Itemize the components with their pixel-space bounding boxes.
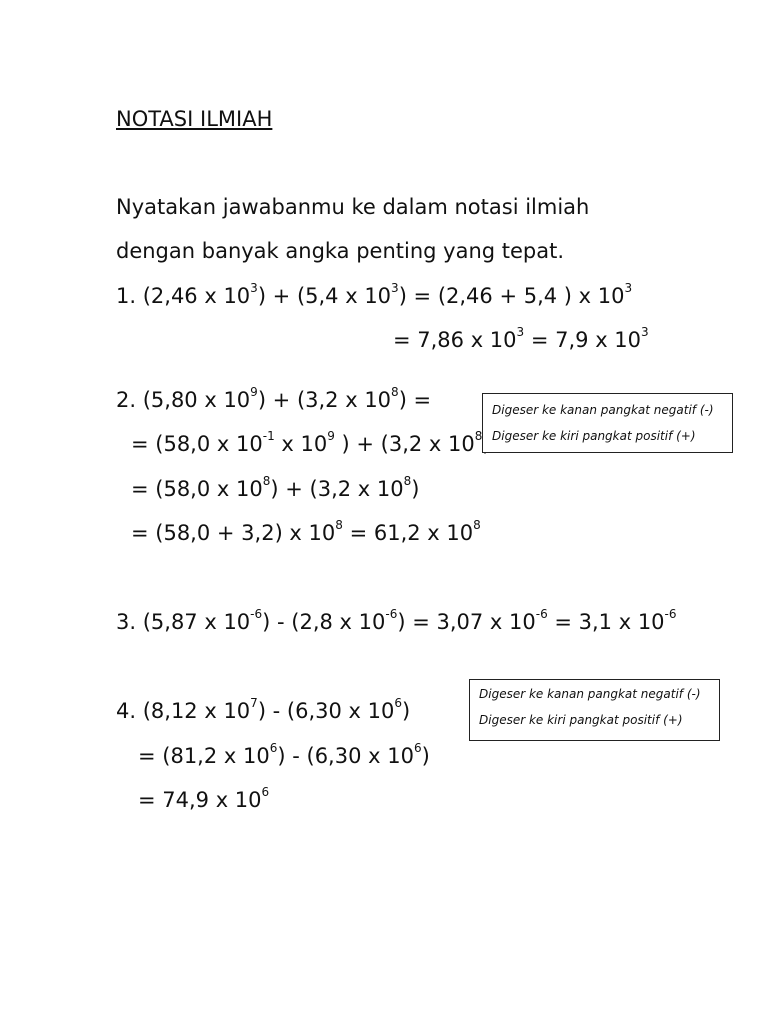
equation-text: ) + (3,2 x 10 [270, 477, 404, 501]
document-title: NOTASI ILMIAH [116, 107, 273, 131]
exponent: 3 [641, 325, 649, 339]
exponent: 8 [473, 518, 481, 532]
equation-line-5 [131, 475, 419, 503]
equation-text: ) [402, 699, 411, 723]
exponent: 3 [624, 281, 633, 295]
equation-text: = 7,86 x 10 [393, 328, 517, 352]
equation-line-4 [131, 430, 491, 458]
equation-text: 3. (5,87 x 10 [116, 610, 251, 634]
equation-text: 1. (2,46 x 10 [116, 284, 251, 308]
equation-text: ) - (2,8 x 10 [262, 610, 386, 634]
note-1-line-1: Digeser ke kanan pangkat negatif (-) [492, 403, 714, 417]
equation-text: ) + (3,2 x 10 [334, 432, 475, 456]
equation-line-3 [116, 386, 431, 414]
equation-text: = (58,0 + 3,2) x 10 [131, 521, 336, 545]
equation-text: ) = [398, 388, 432, 412]
exponent: -6 [535, 607, 548, 621]
exponent: 3 [516, 325, 525, 339]
exponent: 8 [403, 474, 412, 488]
equation-text: ) = (2,46 + 5,4 ) x 10 [398, 284, 625, 308]
equation-text: ) + (3,2 x 10 [257, 388, 392, 412]
instruction-line-1: Nyatakan jawabanmu ke dalam notasi ilmiah [116, 195, 590, 219]
note-box-1 [482, 393, 733, 453]
equation-text: ) [421, 744, 430, 768]
exponent: 8 [335, 518, 343, 532]
equation-line-1 [116, 282, 632, 310]
equation-text: = (81,2 x 10 [138, 744, 270, 768]
exponent: 3 [391, 281, 399, 295]
exponent: -1 [262, 429, 275, 443]
instruction-line-2: dengan banyak angka penting yang tepat. [116, 239, 565, 263]
exponent: 6 [413, 741, 422, 755]
equation-text: ) = 3,07 x 10 [397, 610, 536, 634]
exponent: 3 [250, 281, 258, 295]
equation-text: = 74,9 x 10 [138, 788, 262, 812]
exponent: 6 [394, 696, 403, 710]
equation-text: = (58,0 x 10 [131, 432, 263, 456]
equation-text: ) - (6,30 x 10 [277, 744, 414, 768]
exponent: -6 [664, 607, 677, 621]
exponent: -6 [250, 607, 263, 621]
exponent: -6 [385, 607, 398, 621]
equation-line-8 [116, 697, 410, 725]
note-box-2 [469, 679, 720, 741]
note-2-line-1: Digeser ke kanan pangkat negatif (-) [479, 687, 701, 701]
exponent: 8 [262, 474, 271, 488]
equation-line-7 [116, 608, 677, 636]
exponent: 9 [250, 385, 258, 399]
exponent: 6 [261, 785, 270, 799]
equation-text: = 7,9 x 10 [524, 328, 642, 352]
equation-line-6 [131, 519, 481, 547]
equation-line-2 [393, 326, 649, 354]
equation-text: ) + (5,4 x 10 [257, 284, 392, 308]
exponent: 8 [391, 385, 399, 399]
equation-line-9 [138, 742, 430, 770]
equation-line-10 [138, 786, 269, 814]
exponent: 6 [269, 741, 278, 755]
note-2-line-2: Digeser ke kiri pangkat positif (+) [479, 713, 683, 727]
exponent: 8 [474, 429, 483, 443]
exponent: 7 [250, 696, 258, 710]
equation-text: = (58,0 x 10 [131, 477, 263, 501]
equation-text: = 3,1 x 10 [547, 610, 665, 634]
equation-text: 2. (5,80 x 10 [116, 388, 251, 412]
note-1-line-2: Digeser ke kiri pangkat positif (+) [492, 429, 696, 443]
equation-text: ) [411, 477, 420, 501]
equation-text: = 61,2 x 10 [342, 521, 474, 545]
exponent: 9 [327, 429, 335, 443]
equation-text: 4. (8,12 x 10 [116, 699, 251, 723]
equation-text: x 10 [274, 432, 328, 456]
equation-text: ) - (6,30 x 10 [257, 699, 395, 723]
